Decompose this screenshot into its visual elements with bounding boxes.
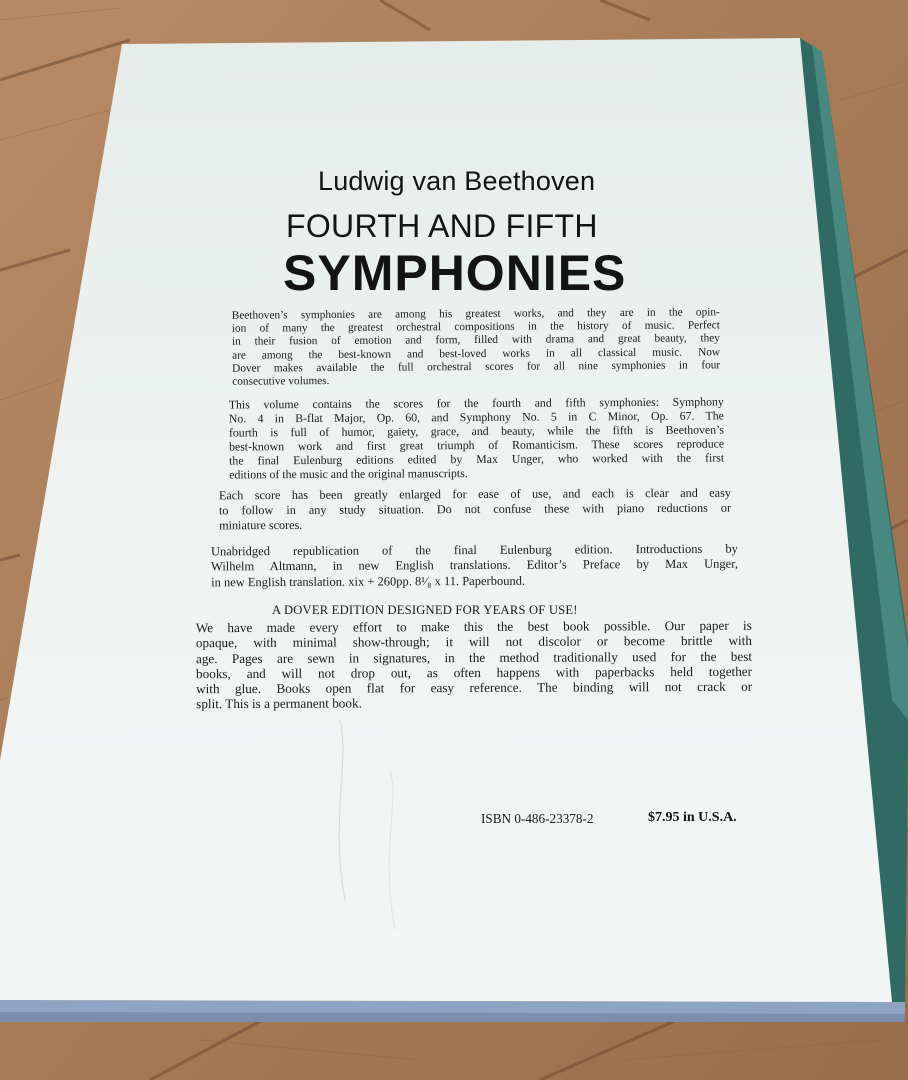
title-line-1: FOURTH AND FIFTH: [286, 208, 598, 244]
text-line: miniature scores.: [219, 517, 303, 533]
description-paragraph-1: [232, 306, 721, 389]
dover-quality-paragraph: [196, 618, 752, 712]
price-label: $7.95 in U.S.A.: [648, 810, 737, 825]
text-line: split. This is a permanent book.: [196, 695, 362, 712]
text-line: No. 4 in B-flat Major, Op. 60, and Symphony No. 5 in C Minor, Op. 67. The: [228, 408, 724, 426]
text-line: Unabridged republication of the final Eulenburg edition. Introductions by: [210, 541, 738, 559]
text-line: consecutive volumes.: [232, 375, 330, 388]
text-line: in their fusion of emotion and form, filled with drama and great beauty, they: [231, 332, 720, 349]
text-line: in new English translation. xix + 260pp. 8¹⁄₈ x 11. Paperbound.: [211, 573, 526, 590]
isbn-number: ISBN 0-486-23378-2: [481, 811, 594, 826]
description-paragraph-3: [219, 486, 731, 534]
text-line: to follow in any study situation. Do not confuse these with piano reductions or: [218, 500, 732, 518]
text-line: Each score has been greatly enlarged for ease of use, and each is clear and easy: [218, 485, 731, 503]
text-line: best-known work and first great triumph of Romanticism. These scores reproduce: [229, 436, 725, 454]
text-line: the final Eulenburg editions edited by Max Unger, who worked with the first: [229, 450, 725, 468]
text-line: are among the best-known and best-loved works in all classical music. Now: [232, 345, 721, 362]
text-line: This volume contains the scores for the fourth and fifth symphonies: Symphony: [228, 394, 724, 412]
text-line: opaque, with minimal show-through; it will not discolor or become brittle with: [195, 633, 752, 651]
text-line: fourth is full of humor, gaiety, grace, and beauty, while the fifth is Beethoven’s: [228, 422, 724, 440]
text-line: We have made every effort to make this the best book possible. Our paper is: [195, 617, 752, 636]
author-name: Ludwig van Beethoven: [318, 166, 596, 196]
description-paragraph-2: [229, 394, 725, 482]
text-line: books, and will not drop out, as often happens with paperbacks held together: [196, 663, 753, 682]
title-line-2: SYMPHONIES: [283, 245, 627, 301]
text-line: age. Pages are sewn in signatures, in the method traditionally used for the best: [195, 648, 752, 666]
text-line: Dover makes available the full orchestral scores for all nine symphonies in four: [232, 359, 721, 375]
dover-edition-heading: A DOVER EDITION DESIGNED FOR YEARS OF USE!: [272, 603, 578, 617]
text-line: Beethoven’s symphonies are among his greatest works, and they are in the opin-: [231, 306, 720, 322]
text-line: Wilhelm Altmann, in new English translations. Editor’s Preface by Max Unger,: [210, 557, 739, 574]
text-line: with glue. Books open flat for easy reference. The binding will not crack or: [196, 678, 753, 697]
publication-details: [211, 542, 738, 591]
text-line: editions of the music and the original manuscripts.: [229, 466, 468, 482]
text-line: ion of many the greatest orchestral compositions in the history of music. Perfect: [231, 319, 720, 335]
